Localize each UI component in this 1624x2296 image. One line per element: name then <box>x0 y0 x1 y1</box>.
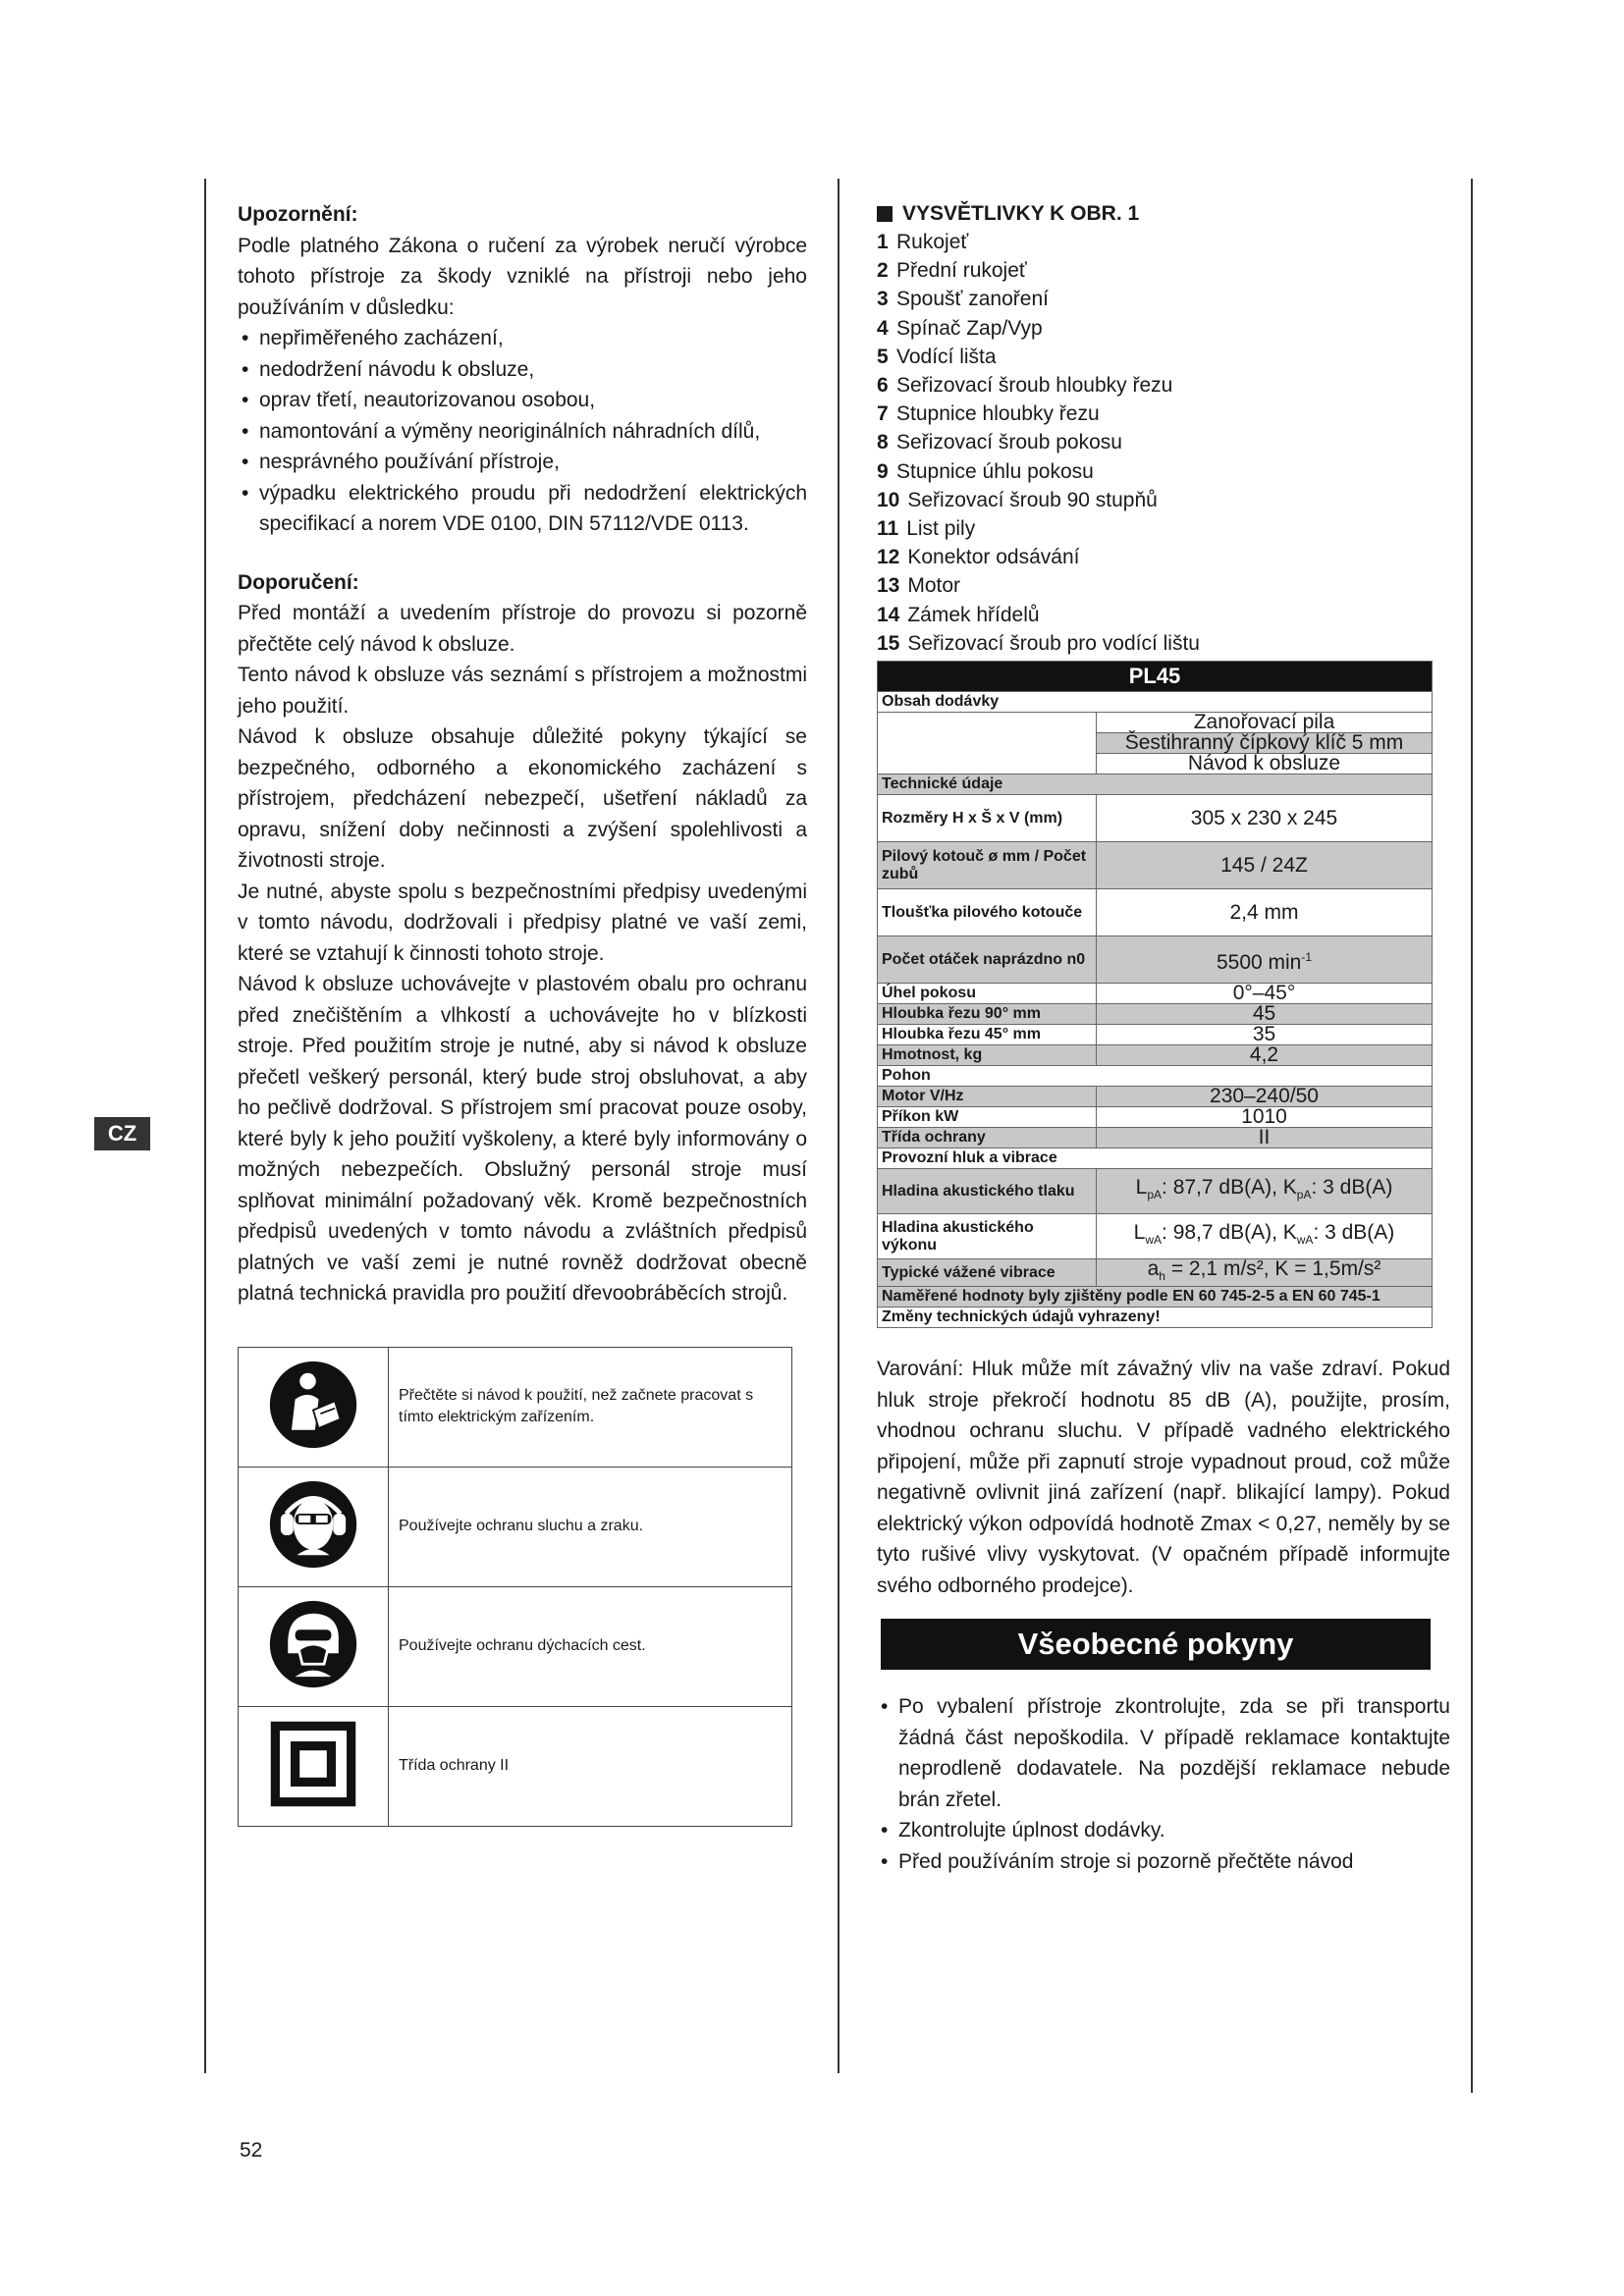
delivery-label: Obsah dodávky <box>878 692 1433 713</box>
drive-label: Pohon <box>878 1066 1433 1087</box>
safety-symbols-table <box>238 1347 792 1827</box>
general-list <box>877 1691 1450 1877</box>
paragraph: Návod k obsluze obsahuje důležité pokyny týkající se bezpečného, odborného a ekonomického zacházení s přístrojem, předcházení nebezpečí, ušetření nákladů za opravu, snížení doby nečinnosti a zvýšení spolehlivosti a životnosti stroje. <box>238 725 807 872</box>
list-item: • Před používáním stroje si pozorně přečtěte návod <box>877 1846 1450 1878</box>
general-heading: Všeobecné pokyny <box>881 1619 1431 1670</box>
paragraph: Je nutné, abyste spolu s bezpečnostními předpisy uvedenými v tomto návodu, dodržovali i předpisy platné ve vaší zemi, které se vztahují k činnosti tohoto stroje. <box>238 880 807 965</box>
table-row: Úhel pokosu 0°–45° <box>878 984 1433 1004</box>
respiratory-protection-icon <box>268 1599 358 1689</box>
notice-intro: Podle platného Zákona o ručení za výrobek neručí výrobce tohoto přístroje za škody vzniklé na přístroji nebo jeho používáním v důsledku: <box>238 234 807 319</box>
left-column <box>238 199 807 1827</box>
table-row: Hloubka řezu 45° mm 35 <box>878 1025 1433 1045</box>
list-item: • namontování a výměny neoriginálních náhradních dílů, <box>238 416 807 448</box>
table-row: Hladina akustického výkonu $L_{wA}$: 98,7 dB(A), $K_{wA}$: 3 dB(A) <box>878 1214 1433 1259</box>
list-item: 5 Vodící lišta <box>877 345 997 368</box>
notice-list <box>238 323 807 540</box>
list-item: 6 Seřizovací šroub hloubky řezu <box>877 374 1173 398</box>
list-item: • nedodržení návodu k obsluze, <box>238 354 807 386</box>
table-row: Rozměry H x Š x V (mm) 305 x 230 x 245 <box>878 795 1433 842</box>
left-column-rule <box>204 179 206 2073</box>
list-item: 13 Motor <box>877 574 961 598</box>
table-row: Hloubka řezu 90° mm 45 <box>878 1004 1433 1025</box>
center-column-rule <box>838 179 839 2073</box>
legend-list <box>877 228 1450 658</box>
list-item: • oprav třetí, neautorizovanou osobou, <box>238 385 807 416</box>
paragraph: Návod k obsluze uchovávejte v plastovém obalu pro ochranu před znečištěním a vlhkostí a uchovávejte ho v blízkosti stroje. Před použitím stroje je nutné, aby si návod k obsluze přečetl veškerý personál, který bude stroj obsluhovat, a aby ho pečlivě dodržoval. S přístrojem smí pracovat pouze osoby, které byly k jeho použití vyškoleny, a které byly informovány o možných nebezpečích. Obslužný personál stroje musí splňovat minimální požadovaný věk. Kromě bezpečnostních předpisů uvedených v tomto návodu a zvláštních předpisů platných ve vaší zemi je nutné rovněž dodržovat obecně platná technická pravidla pro použití dřevoobráběcích strojů. <box>238 973 807 1305</box>
list-item: 2 Přední rukojeť <box>877 259 1027 283</box>
notice-heading: Upozornění: <box>238 203 358 226</box>
list-item: 7 Stupnice hloubky řezu <box>877 402 1100 426</box>
safety-text: Používejte ochranu dýchacích cest. <box>389 1586 792 1706</box>
list-item: 3 Spoušť zanoření <box>877 288 1049 311</box>
table-row: Motor V/Hz 230–240/50 <box>878 1087 1433 1107</box>
protection-class-ii-icon <box>268 1719 358 1809</box>
tech-label: Technické údaje <box>878 774 1433 795</box>
list-item: 1 Rukojeť <box>877 231 969 253</box>
paragraph: Tento návod k obsluze vás seznámí s přístrojem a možnostmi jeho použití. <box>238 664 807 718</box>
delivery-item: Zanořovací pila <box>1097 713 1433 733</box>
right-column <box>877 199 1450 1877</box>
table-row <box>239 1467 792 1586</box>
list-item: 12 Konektor odsávání <box>877 546 1080 569</box>
table-row: Tloušťka pilového kotouče 2,4 mm <box>878 889 1433 936</box>
list-item: 11 List pily <box>877 517 976 541</box>
paragraph: Před montáží a uvedením přístroje do provozu si pozorně přečtěte celý návod k obsluze. <box>238 602 807 656</box>
noise-label: Provozní hluk a vibrace <box>878 1148 1433 1169</box>
list-item: • nepřiměřeného zacházení, <box>238 323 807 354</box>
model-header: PL45 <box>878 662 1433 692</box>
right-column-rule <box>1471 179 1473 2093</box>
page-number: 52 <box>240 2139 263 2162</box>
list-item: 9 Stupnice úhlu pokosu <box>877 459 1094 483</box>
safety-text: Třída ochrany II <box>389 1706 792 1826</box>
list-item: 4 Spínač Zap/Vyp <box>877 316 1043 340</box>
table-row: Třída ochrany II <box>878 1128 1433 1148</box>
table-row <box>239 1586 792 1706</box>
list-item: • výpadku elektrického proudu při nedodržení elektrických specifikací a norem VDE 0100, DIN 57112/VDE 0113. <box>238 478 807 540</box>
table-row: Typické vážené vibrace $a_h = 2,1$ m/s², K = 1,5m/s² <box>878 1259 1433 1287</box>
list-item: 15 Seřizovací šroub pro vodící lištu <box>877 631 1200 655</box>
list-item: • nesprávného používání přístroje, <box>238 447 807 478</box>
recommendation-heading: Doporučení: <box>238 570 359 594</box>
changes-note: Změny technických údajů vyhrazeny! <box>878 1308 1433 1328</box>
list-item: • Po vybalení přístroje zkontrolujte, zda se při transportu žádná část nepoškodila. V případě reklamace kontaktujte neprodleně dodavatele. Na pozdější reklamace nebude brán zřetel. <box>877 1691 1450 1815</box>
square-bullet-icon <box>877 206 893 222</box>
noise-warning: Varování: Hluk může mít závažný vliv na vaše zdraví. Pokud hluk stroje překročí hodnotu 85 dB (A), použijte, prosím, vhodnou ochranu sluchu. V případě vadného elektrického připojení, může při zapnutí stroje vypadnout proud, což může negativně ovlivnit jiná zařízení (např. blikající lampy). Pokud elektrický výkon odpovídá hodnotě Zmax < 0,27, neměly by se tyto rušivé vlivy vyskytovat. (V opačném případě informujte svého odborného prodejce). <box>877 1358 1450 1597</box>
delivery-item: Návod k obsluze <box>1097 754 1433 774</box>
list-item: • Zkontrolujte úplnost dodávky. <box>877 1815 1450 1846</box>
table-row: Příkon kW 1010 <box>878 1107 1433 1128</box>
table-row: Hladina akustického tlaku $L_{pA}$: 87,7 dB(A), $K_{pA}$: 3 dB(A) <box>878 1169 1433 1214</box>
read-manual-icon <box>268 1360 358 1450</box>
spec-table <box>877 661 1433 1328</box>
table-row <box>239 1706 792 1826</box>
ear-eye-protection-icon <box>268 1479 358 1570</box>
measured-note: Naměřené hodnoty byly zjištěny podle EN 60 745-2-5 a EN 60 745-1 <box>878 1287 1433 1308</box>
safety-text: Používejte ochranu sluchu a zraku. <box>389 1467 792 1586</box>
legend-heading: VYSVĚTLIVKY K OBR. 1 <box>877 199 1450 228</box>
delivery-item: Šestihranný čípkový klíč 5 mm <box>1097 733 1433 754</box>
table-row <box>239 1347 792 1467</box>
table-row: Pilový kotouč ø mm / Počet zubů 145 / 24Z <box>878 842 1433 889</box>
list-item: 8 Seřizovací šroub pokosu <box>877 431 1122 454</box>
list-item: 10 Seřizovací šroub 90 stupňů <box>877 488 1158 511</box>
list-item: 14 Zámek hřídelů <box>877 603 1040 626</box>
language-tab: CZ <box>94 1117 150 1150</box>
safety-text: Přečtěte si návod k použití, než začnete pracovat s tímto elektrickým zařízením. <box>389 1347 792 1467</box>
table-row: Počet otáček naprázdno n0 5500 $\min^{-1}$ <box>878 936 1433 984</box>
table-row: Hmotnost, kg 4,2 <box>878 1045 1433 1066</box>
